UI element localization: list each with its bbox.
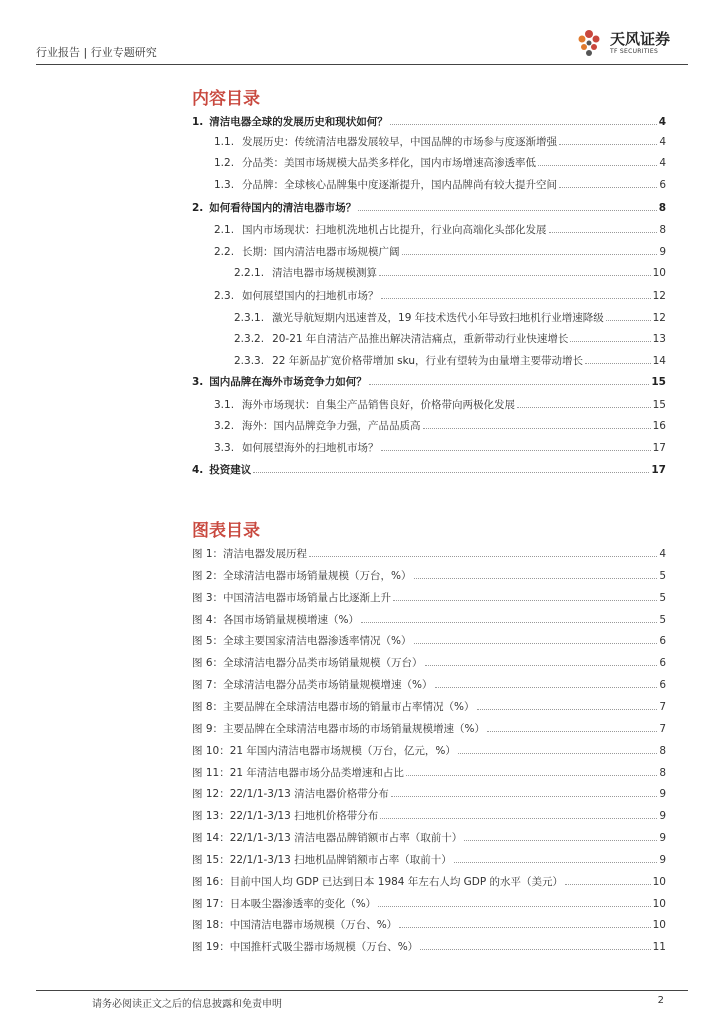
figure-entry-label: 图 13：22/1/1-3/13 扫地机价格带分布	[192, 810, 379, 822]
figure-entry[interactable]	[192, 940, 666, 954]
figure-entry[interactable]	[192, 656, 666, 670]
toc-entry-label: 投资建议	[209, 464, 252, 476]
toc-entry-number: 2.3.1.	[234, 312, 265, 324]
toc-leader	[570, 341, 650, 342]
toc-entry-label: 激光导航短期内迅速普及，19 年技术迭代小年导致扫地机行业增速降级	[272, 312, 604, 324]
toc-entry-page: 16	[652, 420, 666, 432]
toc-entry-label: 22 年新品扩宽价格带增加 sku，行业有望转为由量增主要带动增长	[272, 355, 583, 367]
toc-entry-page: 17	[652, 442, 666, 454]
figure-entry-label: 图 14：22/1/1-3/13 清洁电器品牌销额市占率（取前十）	[192, 832, 463, 844]
toc-entry-page: 6	[659, 179, 666, 191]
figure-leader	[477, 709, 658, 710]
toc-entry-label: 清洁电器市场规模测算	[272, 267, 378, 279]
toc-leader	[253, 472, 649, 473]
toc-leader	[381, 450, 651, 451]
figure-entry-label: 图 11：21 年清洁电器市场分品类增速和占比	[192, 767, 404, 779]
figure-leader	[414, 643, 658, 644]
footer-disclaimer: 请务必阅读正文之后的信息披露和免责申明	[92, 999, 282, 1010]
figure-entry-page: 5	[659, 614, 666, 626]
toc-entry[interactable]	[214, 178, 666, 192]
toc-entry-number: 2.1.	[214, 224, 235, 236]
figure-entry[interactable]	[192, 831, 666, 845]
toc-leader	[379, 275, 651, 276]
figures-title: 图表目录	[192, 521, 260, 541]
figure-entry-page: 9	[659, 788, 666, 800]
figure-entry-label: 图 6：全球清洁电器分品类市场销量规模（万台）	[192, 657, 423, 669]
figure-entry-label: 图 3：中国清洁电器市场销量占比逐渐上升	[192, 592, 392, 604]
toc-leader	[517, 407, 651, 408]
toc-entry-page: 14	[652, 355, 666, 367]
figure-leader	[420, 949, 650, 950]
toc-leader	[559, 144, 657, 145]
toc-entry-label: 如何看待国内的清洁电器市场？	[209, 202, 357, 214]
toc-leader	[358, 210, 656, 211]
report-header: 行业报告 | 行业专题研究	[36, 46, 157, 59]
toc-entry-page: 9	[659, 246, 666, 258]
figure-entry-page: 8	[659, 767, 666, 779]
toc-entry-number: 2.2.1.	[234, 267, 265, 279]
figure-entry-label: 图 1：清洁电器发展历程	[192, 548, 308, 560]
figure-entry-page: 5	[659, 570, 666, 582]
figure-entry-label: 图 8：主要品牌在全球清洁电器市场的销量市占率情况（%）	[192, 701, 475, 713]
toc-entry-label: 如何展望海外的扫地机市场？	[242, 442, 379, 454]
toc-entry-page: 4	[658, 116, 666, 128]
toc-entry-page: 12	[652, 312, 666, 324]
toc-entry-label: 长期：国内清洁电器市场规模广阔	[242, 246, 400, 258]
figure-entry-label: 图 5：全球主要国家清洁电器渗透率情况（%）	[192, 635, 412, 647]
toc-entry-page: 4	[659, 157, 666, 169]
toc-entry[interactable]	[214, 223, 666, 237]
figure-entry-page: 10	[652, 898, 666, 910]
brand-logo	[572, 26, 692, 62]
figure-entry[interactable]	[192, 787, 666, 801]
figure-leader	[393, 600, 657, 601]
toc-entry-number: 2.3.2.	[234, 333, 265, 345]
figure-entry[interactable]	[192, 613, 666, 627]
toc-entry-page: 4	[659, 136, 666, 148]
toc-leader	[585, 363, 651, 364]
toc-entry-number: 2.	[192, 202, 204, 214]
toc-entry-number: 2.3.	[214, 290, 235, 302]
toc-entry-number: 1.3.	[214, 179, 235, 191]
toc-entry[interactable]	[214, 419, 666, 433]
toc-entry-label: 海外：国内品牌竞争力强，产品品质高	[242, 420, 421, 432]
figure-entry-page: 7	[659, 701, 666, 713]
figure-leader	[391, 796, 658, 797]
figure-entry-page: 9	[659, 810, 666, 822]
toc-leader	[390, 124, 657, 125]
toc-entry[interactable]	[192, 201, 666, 215]
figure-entry[interactable]	[192, 766, 666, 780]
toc-entry[interactable]	[214, 135, 666, 149]
figure-entry-page: 6	[659, 679, 666, 691]
figure-leader	[399, 927, 650, 928]
toc-entry[interactable]	[214, 441, 666, 455]
figure-entry-page: 6	[659, 657, 666, 669]
figure-leader	[487, 731, 657, 732]
figure-entry[interactable]	[192, 547, 666, 561]
toc-entry-label: 20-21 年自清洁产品推出解决清洁痛点，重新带动行业快速增长	[272, 333, 569, 345]
figure-leader	[435, 687, 658, 688]
figure-entry-page: 10	[652, 919, 666, 931]
toc-entry-label: 清洁电器全球的发展历史和现状如何？	[209, 116, 388, 128]
toc-leader	[538, 165, 657, 166]
footer-divider	[36, 990, 688, 991]
figure-leader	[361, 622, 657, 623]
brand-subtitle: TF SECURITIES	[610, 48, 659, 55]
figure-entry-label: 图 17：日本吸尘器渗透率的变化（%）	[192, 898, 377, 910]
toc-entry-label: 分品类：美国市场规模大品类多样化，国内市场增速高渗透率低	[242, 157, 537, 169]
figure-entry[interactable]	[192, 809, 666, 823]
brand-flower-icon	[572, 26, 606, 60]
toc-entry-page: 13	[652, 333, 666, 345]
figure-leader	[380, 818, 657, 819]
figure-entry[interactable]	[192, 875, 666, 889]
toc-leader	[381, 298, 651, 299]
toc-entry[interactable]	[234, 311, 666, 325]
figure-leader	[565, 884, 651, 885]
toc-entry[interactable]	[214, 245, 666, 259]
toc-leader	[606, 320, 651, 321]
figure-entry-label: 图 4：各国市场销量规模增速（%）	[192, 614, 359, 626]
figure-leader	[378, 906, 650, 907]
figure-entry-page: 7	[659, 723, 666, 735]
toc-entry-number: 3.3.	[214, 442, 235, 454]
toc-leader	[402, 254, 658, 255]
figure-entry[interactable]	[192, 634, 666, 648]
brand-name: 天风证券	[610, 30, 671, 48]
figure-entry[interactable]	[192, 744, 666, 758]
figure-entry[interactable]	[192, 853, 666, 867]
figure-entry-label: 图 7：全球清洁电器分品类市场销量规模增速（%）	[192, 679, 433, 691]
figure-entry-label: 图 10：21 年国内清洁电器市场规模（万台，亿元，%）	[192, 745, 456, 757]
figure-entry[interactable]	[192, 918, 666, 932]
toc-leader	[369, 384, 650, 385]
figure-entry-label: 图 12：22/1/1-3/13 清洁电器价格带分布	[192, 788, 389, 800]
figure-entry-page: 5	[659, 592, 666, 604]
toc-entry[interactable]	[192, 463, 666, 477]
toc-entry[interactable]	[214, 289, 666, 303]
toc-entry-number: 1.	[192, 116, 204, 128]
figure-leader	[309, 556, 657, 557]
figure-entry-label: 图 16：目前中国人均 GDP 已达到日本 1984 年左右人均 GDP 的水平（美元）	[192, 876, 564, 888]
toc-entry[interactable]	[234, 266, 666, 280]
figure-entry[interactable]	[192, 722, 666, 736]
toc-entry[interactable]	[214, 398, 666, 412]
toc-entry-number: 1.2.	[214, 157, 235, 169]
toc-entry[interactable]	[214, 156, 666, 170]
figure-entry-page: 6	[659, 635, 666, 647]
figure-entry-label: 图 18：中国清洁电器市场规模（万台、%）	[192, 919, 398, 931]
figure-entry-label: 图 2：全球清洁电器市场销量规模（万台，%）	[192, 570, 412, 582]
toc-entry-page: 15	[651, 376, 666, 388]
figure-leader	[425, 665, 658, 666]
toc-entry[interactable]	[192, 375, 666, 389]
toc-entry[interactable]	[234, 354, 666, 368]
figure-entry-page: 8	[659, 745, 666, 757]
figure-leader	[414, 578, 658, 579]
figure-leader	[406, 775, 657, 776]
figure-leader	[454, 862, 658, 863]
toc-entry-label: 发展历史：传统清洁电器发展较早，中国品牌的市场参与度逐渐增强	[242, 136, 558, 148]
toc-entry-page: 8	[658, 202, 666, 214]
toc-entry-page: 15	[652, 399, 666, 411]
figure-entry-page: 9	[659, 832, 666, 844]
toc-leader	[423, 428, 651, 429]
page-number: 2	[657, 995, 664, 1006]
toc-entry-label: 国内市场现状：扫地机洗地机占比提升，行业向高端化头部化发展	[242, 224, 547, 236]
figure-leader	[464, 840, 657, 841]
toc-entry-number: 1.1.	[214, 136, 235, 148]
toc-leader	[559, 187, 657, 188]
figure-entry-page: 11	[652, 941, 666, 953]
toc-entry-number: 3.1.	[214, 399, 235, 411]
toc-entry-number: 2.3.3.	[234, 355, 265, 367]
figure-entry-label: 图 9：主要品牌在全球清洁电器市场的市场销量规模增速（%）	[192, 723, 485, 735]
toc-entry-label: 国内品牌在海外市场竞争力如何？	[209, 376, 367, 388]
toc-entry-label: 如何展望国内的扫地机市场？	[242, 290, 379, 302]
toc-entry-number: 2.2.	[214, 246, 235, 258]
toc-entry-label: 分品牌：全球核心品牌集中度逐渐提升，国内品牌尚有较大提升空间	[242, 179, 558, 191]
toc-entry[interactable]	[234, 332, 666, 346]
figure-leader	[458, 753, 657, 754]
figure-entry-page: 4	[659, 548, 666, 560]
figure-entry-label: 图 19：中国推杆式吸尘器市场规模（万台、%）	[192, 941, 419, 953]
toc-entry-label: 海外市场现状：自集尘产品销售良好，价格带向两极化发展	[242, 399, 516, 411]
figure-entry-page: 10	[652, 876, 666, 888]
toc-entry-number: 3.2.	[214, 420, 235, 432]
figure-entry-label: 图 15：22/1/1-3/13 扫地机品牌销额市占率（取前十）	[192, 854, 452, 866]
figure-entry[interactable]	[192, 897, 666, 911]
figure-entry[interactable]	[192, 569, 666, 583]
toc-entry-page: 17	[651, 464, 666, 476]
toc-entry[interactable]	[192, 115, 666, 129]
figure-entry[interactable]	[192, 678, 666, 692]
figure-entry-page: 9	[659, 854, 666, 866]
figure-entry[interactable]	[192, 591, 666, 605]
toc-title: 内容目录	[192, 89, 260, 109]
toc-entry-number: 3.	[192, 376, 204, 388]
header-divider	[36, 64, 688, 65]
toc-entry-number: 4.	[192, 464, 204, 476]
figure-entry[interactable]	[192, 700, 666, 714]
toc-entry-page: 10	[652, 267, 666, 279]
toc-entry-page: 8	[659, 224, 666, 236]
toc-leader	[549, 232, 658, 233]
toc-entry-page: 12	[652, 290, 666, 302]
